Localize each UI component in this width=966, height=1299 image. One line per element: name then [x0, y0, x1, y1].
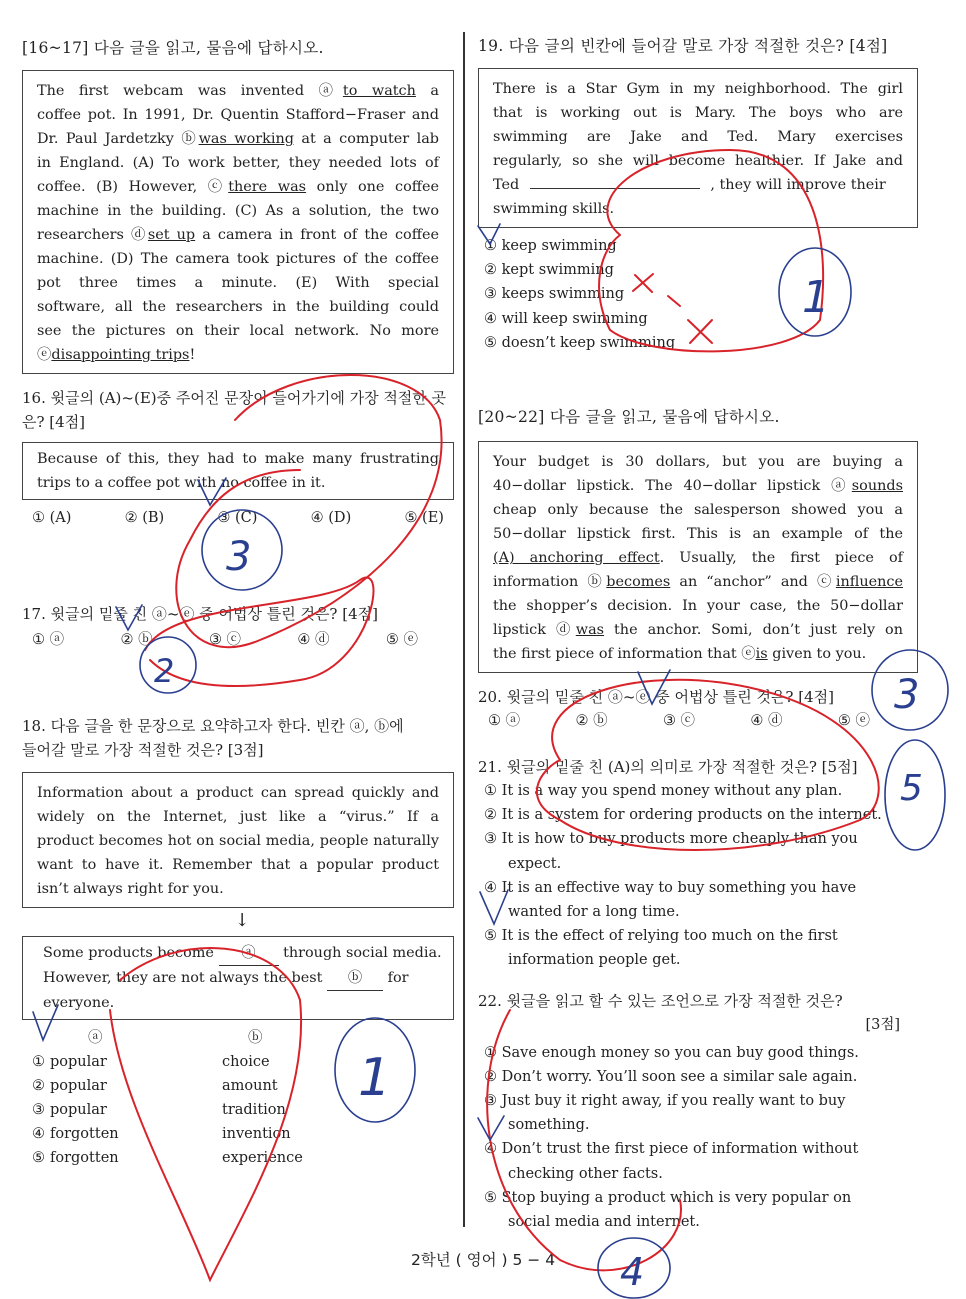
passage-text: machine. (D) The camera took pictures of the coffee — [37, 251, 439, 267]
passage-text: 50−dollar lipstick first. This is an example of the — [493, 526, 903, 543]
q18-question-line2: 들어갈 말로 가장 적절한 것은? [3점] — [22, 741, 264, 759]
q21-question: 21. 윗글의 밑줄 친 (A)의 의미로 가장 적절한 것은? [5점] — [478, 758, 858, 777]
option-line: ④ It is an effective way to buy something you have — [484, 879, 857, 896]
summary-box — [22, 936, 454, 1020]
passage-text: an “anchor” and — [670, 574, 817, 591]
handwritten-answer: 1 — [358, 1048, 392, 1108]
passage-text: 40−dollar lipstick. The 40−dollar lipstick — [493, 478, 832, 495]
option[interactable] — [484, 803, 908, 827]
marker-letter: ⓒ — [816, 574, 836, 591]
option-line: ① It is a way you spend money without any plan. — [484, 783, 843, 800]
underlined-phrase: (A) anchoring effect — [493, 550, 660, 567]
q18-question-line1: 18. 다음 글을 한 문장으로 요약하고자 한다. 빈칸 ⓐ, ⓑ에 — [22, 717, 404, 735]
passage-text: machine in the building. (C) As a solution, the two — [37, 203, 439, 219]
passage-line — [493, 474, 903, 498]
option[interactable]: ② kept swimming — [484, 262, 614, 279]
passage-line — [493, 594, 903, 618]
choice[interactable]: ④ ⓓ — [750, 713, 783, 730]
col-header-a: ⓐ — [88, 1030, 103, 1046]
option-number[interactable]: ④ — [32, 1126, 45, 1142]
handwritten-answer: 4 — [620, 1250, 645, 1294]
q16-choices — [22, 506, 454, 530]
passage-line — [493, 546, 903, 570]
right-column — [478, 34, 918, 1234]
passage-text: the anchor. Somi, don’t just rely on — [604, 622, 903, 639]
blank-a: ⓐ — [219, 941, 279, 966]
option-line: ① Save enough money so you can buy good things. — [484, 1044, 859, 1061]
option-number[interactable]: ② — [32, 1078, 45, 1094]
passage-line: widely on the Internet, just like a “virus.” If a — [37, 809, 439, 825]
passage-line: regularly, so she will become healthier. If Jake and — [493, 153, 903, 169]
choice[interactable]: ① ⓐ — [488, 713, 521, 730]
underlined-phrase: sounds — [851, 478, 903, 495]
passage-line — [37, 199, 439, 223]
marker-letter: ⓓ — [555, 622, 576, 639]
option-word: popular — [50, 1078, 107, 1094]
q17-choices — [22, 628, 454, 652]
option[interactable]: ③ keeps swimming — [484, 286, 625, 303]
q22-points: [3점] — [865, 1016, 900, 1033]
option-number[interactable]: ⑤ — [32, 1150, 45, 1166]
passage-line — [493, 570, 903, 594]
underlined-phrase: influence — [835, 574, 903, 591]
passage-line — [493, 522, 903, 546]
option-line: information people get. — [508, 952, 681, 969]
page-footer: 2학년 ( 영어 ) 5 − 4 — [410, 1251, 556, 1269]
q21-options — [478, 779, 918, 973]
option[interactable]: ① keep swimming — [484, 238, 617, 254]
choice[interactable]: ① ⓐ — [32, 632, 65, 648]
underlined-phrase: disappointing trips — [51, 347, 190, 363]
choice[interactable]: ② ⓑ — [575, 713, 608, 730]
marker-letter: ⓑ — [587, 574, 607, 591]
passage-line: swimming are Jake and Ted. Mary exercises — [493, 129, 903, 145]
choice[interactable]: ④ ⓓ — [297, 632, 330, 648]
gym-passage — [478, 68, 918, 228]
passage-line: that is working out is Mary. The boys who are — [493, 105, 903, 121]
passage-text: , they will improve their — [710, 177, 886, 193]
option-line: something. — [508, 1117, 590, 1134]
q19-options — [478, 234, 918, 355]
passage-line — [493, 642, 903, 666]
option[interactable]: ④ will keep swimming — [484, 310, 648, 327]
option-line: social media and internet. — [508, 1214, 700, 1231]
passage-text: cheap only because the salesperson showed you a — [493, 502, 903, 519]
passage-line — [493, 618, 903, 642]
q18-option-rows — [22, 1050, 454, 1170]
handwritten-answer: 5 — [900, 768, 923, 809]
passage-text: information — [493, 574, 588, 591]
option-word: forgotten — [50, 1150, 119, 1166]
choice[interactable]: ② (B) — [124, 510, 165, 526]
passage-line — [37, 223, 439, 247]
option[interactable] — [484, 1089, 908, 1137]
underlined-phrase: was working — [198, 131, 294, 147]
option[interactable]: ⑤ doesn’t keep swimming — [484, 334, 676, 351]
summary-text: However, they are not always the best — [43, 970, 323, 986]
option-line: ② It is a system for ordering products on the internet. — [484, 807, 882, 824]
passage-line — [37, 271, 439, 295]
q19-question: 19. 다음 글의 빈칸에 들어갈 말로 가장 적절한 것은? [4점] — [478, 37, 888, 55]
q16-question: 16. 윗글의 (A)~(E)중 주어진 문장이 들어가기에 가장 적절한 곳은? [4점] — [22, 389, 447, 431]
option-word: amount — [222, 1078, 278, 1094]
marker-letter: ⓔ — [741, 646, 756, 663]
option[interactable] — [484, 876, 908, 924]
marker-letter: ⓒ — [207, 179, 229, 195]
summary-text: everyone. — [43, 995, 115, 1011]
passage-text: Your budget is 30 dollars, but you are buying a — [493, 454, 903, 471]
option[interactable] — [484, 1065, 908, 1089]
passage-text: coffee. (B) However, — [37, 179, 208, 195]
marker-letter: ⓑ — [181, 131, 199, 147]
choice[interactable]: ⑤ (E) — [404, 510, 444, 526]
underlined-phrase: becomes — [606, 574, 671, 591]
passage-text: ! — [189, 347, 196, 363]
option-number[interactable]: ① — [32, 1054, 45, 1070]
q18-options — [22, 1026, 454, 1050]
option[interactable] — [484, 924, 908, 972]
underlined-phrase: was — [575, 622, 605, 639]
passage-text: The first webcam was invented — [37, 83, 319, 99]
underlined-phrase: set up — [147, 227, 196, 243]
passage-line — [37, 175, 439, 199]
marker-letter: ⓔ — [37, 347, 52, 363]
option-line: expect. — [508, 855, 562, 872]
passage-line — [493, 173, 903, 197]
passage-text: in England. (A) To work better, they needed lots of — [37, 155, 439, 171]
option[interactable] — [484, 827, 908, 875]
summary-text: through social media. — [283, 945, 442, 961]
virus-passage — [22, 772, 454, 908]
passage-line: swimming skills. — [493, 201, 615, 217]
passage-line — [37, 103, 439, 127]
passage-line — [37, 295, 439, 319]
passage-line: isn’t always right for you. — [37, 881, 224, 897]
passage-line: There is a Star Gym in my neighborhood. The girl — [493, 81, 903, 97]
option-line: ⑤ It is the effect of relying too much on the first — [484, 928, 838, 945]
q16-given-sentence — [22, 442, 454, 500]
handwritten-answer: 1 — [802, 272, 830, 323]
passage-line — [493, 450, 903, 474]
option[interactable] — [484, 1041, 908, 1065]
option-line: ④ Don’t trust the first piece of information without — [484, 1141, 859, 1158]
q20-question: 20. 윗글의 밑줄 친 ⓐ~ⓔ 중 어법상 틀린 것은? [4점] — [478, 688, 834, 707]
passage-text: Dr. Paul Jardetzky — [37, 131, 182, 147]
passage-text: a — [415, 83, 439, 99]
passage-text: researchers — [37, 227, 131, 243]
passage-line: product becomes hot on social media, people naturally — [37, 833, 439, 849]
option-word: popular — [50, 1054, 107, 1070]
summary-text: for — [387, 970, 409, 986]
passage-line: want to have it. Remember that a popular product — [37, 857, 439, 873]
given-line: trips to a coffee pot with no coffee in it. — [37, 475, 326, 491]
passage-text: only one coffee — [306, 179, 439, 195]
passage-line — [37, 79, 439, 103]
option-word: tradition — [222, 1102, 286, 1118]
passage-line — [37, 247, 439, 271]
choice[interactable]: ③ ⓒ — [662, 713, 696, 730]
passage-text: see the pictures on their local network. No more — [37, 323, 439, 339]
answer-blank — [530, 188, 700, 189]
passage-text: the first piece of information that — [493, 646, 742, 663]
webcam-passage — [22, 70, 454, 374]
handwritten-answer: 2 — [154, 652, 175, 690]
option-number[interactable]: ③ — [32, 1102, 45, 1118]
passage-text: . Usually, the first piece of — [659, 550, 904, 567]
q20-choices — [478, 709, 918, 733]
option-line: ③ Just buy it right away, if you really want to buy — [484, 1093, 846, 1110]
choice[interactable]: ④ (D) — [310, 510, 352, 526]
choice[interactable]: ⑤ ⓔ — [385, 632, 418, 648]
marker-letter: ⓓ — [130, 227, 148, 243]
handwritten-answer: 3 — [894, 672, 920, 718]
q16-17-heading: [16~17] 다음 글을 읽고, 물음에 답하시오. — [22, 39, 324, 57]
option[interactable] — [484, 1186, 908, 1234]
passage-text: pot three times a minute. (E) With special — [37, 275, 439, 291]
passage-text: software, all the researchers in the building could — [37, 299, 439, 315]
option-line: ② Don’t worry. You’ll soon see a similar sale again. — [484, 1068, 858, 1085]
underlined-phrase: to watch — [342, 83, 416, 99]
option-word: invention — [222, 1126, 291, 1142]
q22-options — [478, 1041, 918, 1235]
marker-letter: ⓐ — [318, 83, 343, 99]
col-header-b: ⓑ — [248, 1030, 263, 1046]
passage-text: at a computer lab — [293, 131, 439, 147]
passage-line — [37, 343, 439, 367]
choice[interactable]: ① (A) — [32, 510, 72, 526]
passage-text: lipstick — [493, 622, 556, 639]
choice[interactable]: ⑤ ⓔ — [837, 713, 870, 730]
summary-text: Some products become — [43, 945, 214, 961]
option[interactable] — [484, 779, 908, 803]
passage-text: the shopper’s decision. In your case, the 50−dollar — [493, 598, 903, 615]
passage-text: coffee pot. In 1991, Dr. Quentin Stafford−Fraser and — [37, 107, 439, 123]
given-line: Because of this, they had to make many frustrating — [37, 451, 439, 467]
handwritten-answer: 3 — [226, 534, 252, 580]
option-word: choice — [222, 1054, 270, 1070]
option-line: ③ It is how to buy products more cheaply than you — [484, 831, 858, 848]
column-divider — [463, 32, 465, 1227]
q17-question: 17. 윗글의 밑줄 친 ⓐ~ⓔ 중 어법상 틀린 것은? [4점] — [22, 605, 378, 623]
blank-b: ⓑ — [327, 966, 383, 991]
q22-question: 22. 윗글을 읽고 할 수 있는 조언으로 가장 적절한 것은? — [478, 991, 843, 1010]
option-word: forgotten — [50, 1126, 119, 1142]
passage-line — [37, 319, 439, 343]
down-arrow: ↓ — [234, 910, 250, 931]
choice[interactable]: ② ⓑ — [120, 632, 153, 648]
passage-text: Ted — [493, 177, 520, 193]
passage-text: a camera in front of the coffee — [195, 227, 439, 243]
option[interactable] — [484, 1137, 908, 1185]
option-line: ⑤ Stop buying a product which is very popular on — [484, 1189, 852, 1206]
option-word: popular — [50, 1102, 107, 1118]
option-word: experience — [222, 1150, 303, 1166]
underlined-phrase: is — [755, 646, 768, 663]
underlined-phrase: there was — [228, 179, 307, 195]
passage-line — [37, 127, 439, 151]
option-line: checking other facts. — [508, 1165, 663, 1182]
passage-line — [37, 151, 439, 175]
lipstick-passage — [478, 441, 918, 673]
left-column — [22, 36, 454, 1170]
passage-line: Information about a product can spread quickly and — [37, 785, 439, 801]
choice[interactable]: ③ ⓒ — [208, 632, 242, 648]
passage-line — [493, 498, 903, 522]
choice[interactable]: ③ (C) — [217, 510, 258, 526]
marker-letter: ⓐ — [831, 478, 852, 495]
q20-22-heading: [20~22] 다음 글을 읽고, 물음에 답하시오. — [478, 408, 780, 427]
option-line: wanted for a long time. — [508, 904, 680, 921]
passage-text: given to you. — [767, 646, 867, 663]
